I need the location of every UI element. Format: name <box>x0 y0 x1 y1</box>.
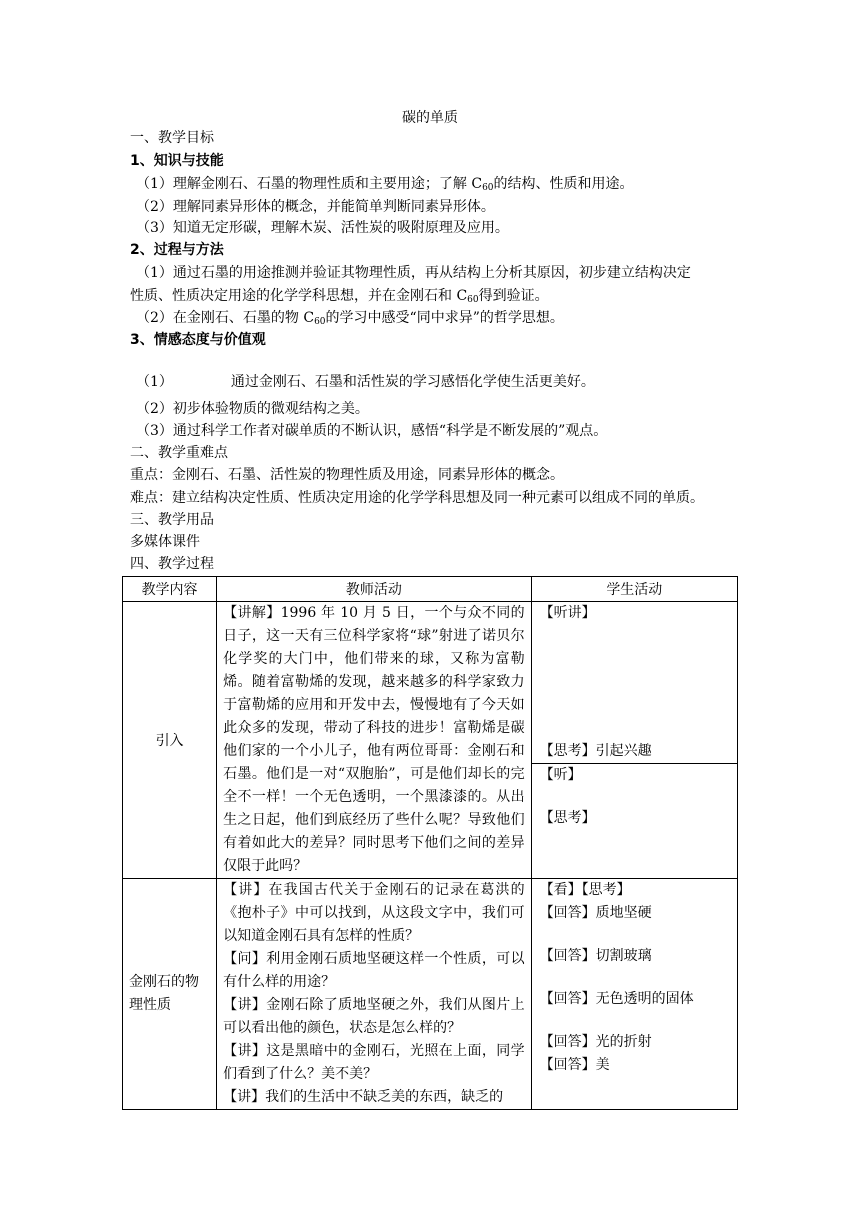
teaching-process-table <box>122 576 738 1110</box>
subheading-knowledge-skills: 1、知识与技能 <box>130 153 224 169</box>
knowledge-item-1: （1）理解金刚石、石墨的物理性质和主要用途；了解 $C_{60}$的结构、性质和用途。 <box>136 176 634 193</box>
header-content: 教学内容 <box>123 577 217 602</box>
subheading-process-methods: 2、过程与方法 <box>130 242 224 258</box>
subheading-attitude-values: 3、情感态度与价值观 <box>130 332 266 348</box>
attitude-item-1: （1） 通过金刚石、石墨和活性炭的学习感悟化学使生活更美好。 <box>136 374 595 390</box>
student-activity: 【思考】 <box>539 810 596 826</box>
knowledge-item-3: （3）知道无定形碳，理解木炭、活性炭的吸附原理及应用。 <box>136 220 509 236</box>
student-activity: 【听讲】 <box>539 605 596 621</box>
row-intro-teacher: 【讲解】1996 年 10 月 5 日，一个与众不同的日子，这一天有三位科学家将“球”射进了诺贝尔化学奖的大门中，他们带来的球，又称为富勒烯。随着富勒烯的发现，越来越多的科学家致力于富勒烯的应用和开发中去，慢慢地有了今天如此众多的发现，带动了科技的进步！富勒烯是碳他们家的一个小儿子，他有两位哥哥：金刚石和石墨。他们是一对“双胞胎”，可是他们却长的完全不一样！一个无色透明，一个黑漆漆的。从出生之日起，他们到底经历了些什么呢？导致他们有着如此大的差异？同时思考下他们之间的差异仅限于此吗？ <box>217 602 532 879</box>
process-item-1-line2: 性质、性质决定用途的化学学科思想，并在金刚石和 $C_{60}$得到验证。 <box>130 288 549 305</box>
page-title: 碳的单质 <box>402 110 458 126</box>
row-intro-content: 引入 <box>123 602 217 879</box>
section-heading-process: 四、教学过程 <box>130 556 214 572</box>
student-activity: 【回答】切割玻璃 <box>539 948 652 964</box>
student-activity: 【听】 <box>539 767 582 783</box>
student-activity: 【回答】无色透明的固体 <box>539 991 694 1007</box>
row-diamond-content: 金刚石的物理性质 <box>123 879 217 1110</box>
row-intro-student-b <box>531 764 737 879</box>
student-activity: 【思考】引起兴趣 <box>539 743 652 759</box>
table-row <box>123 602 738 764</box>
materials-text: 多媒体课件 <box>130 534 200 550</box>
header-student: 学生活动 <box>531 577 737 602</box>
difficulty-text: 难点：建立结构决定性质、性质决定用途的化学学科思想及同一种元素可以组成不同的单质。 <box>130 490 704 506</box>
attitude-item-3: （3）通过科学工作者对碳单质的不断认识，感悟“科学是不断发展的”观点。 <box>136 423 608 439</box>
teacher-activity: 【讲】金刚石除了质地坚硬之外，我们从图片上可以看出他的颜色，状态是怎么样的？ <box>223 997 525 1036</box>
process-item-2: （2）在金刚石、石墨的物 $C_{60}$的学习中感受“同中求异”的哲学思想。 <box>136 310 564 327</box>
student-activity: 【看】【思考】 <box>539 882 631 898</box>
row-intro-student-a <box>531 602 737 764</box>
section-heading-key-points: 二、教学重难点 <box>130 445 228 461</box>
row-diamond-student <box>531 879 737 1110</box>
teacher-activity: 【讲】在我国古代关于金刚石的记录在葛洪的《抱朴子》中可以找到，从这段文字中，我们可以知道金刚石具有怎样的性质？ <box>223 882 525 944</box>
teacher-activity: 【讲】这是黑暗中的金刚石，光照在上面，同学们看到了什么？美不美？ <box>223 1043 525 1082</box>
student-activity: 【回答】质地坚硬 <box>539 905 652 921</box>
row-diamond-teacher <box>217 879 532 1110</box>
table-row <box>123 879 738 1110</box>
table-header-row <box>123 577 738 602</box>
section-heading-materials: 三、教学用品 <box>130 512 214 528</box>
key-point-text: 重点：金刚石、石墨、活性炭的物理性质及用途，同素异形体的概念。 <box>130 467 564 483</box>
process-item-1-line1: （1）通过石墨的用途推测并验证其物理性质，再从结构上分析其原因，初步建立结构决定 <box>136 265 691 281</box>
attitude-item-2: （2）初步体验物质的微观结构之美。 <box>136 401 369 417</box>
student-activity: 【回答】光的折射 <box>539 1034 652 1050</box>
teacher-activity: 【问】利用金刚石质地坚硬这样一个性质，可以有什么样的用途？ <box>223 951 525 990</box>
header-teacher: 教师活动 <box>217 577 532 602</box>
section-heading-objectives: 一、教学目标 <box>130 130 214 146</box>
knowledge-item-2: （2）理解同素异形体的概念，并能简单判断同素异形体。 <box>136 199 495 215</box>
teacher-activity: 【讲】我们的生活中不缺乏美的东西，缺乏的 <box>223 1089 504 1105</box>
student-activity: 【回答】美 <box>539 1057 610 1073</box>
